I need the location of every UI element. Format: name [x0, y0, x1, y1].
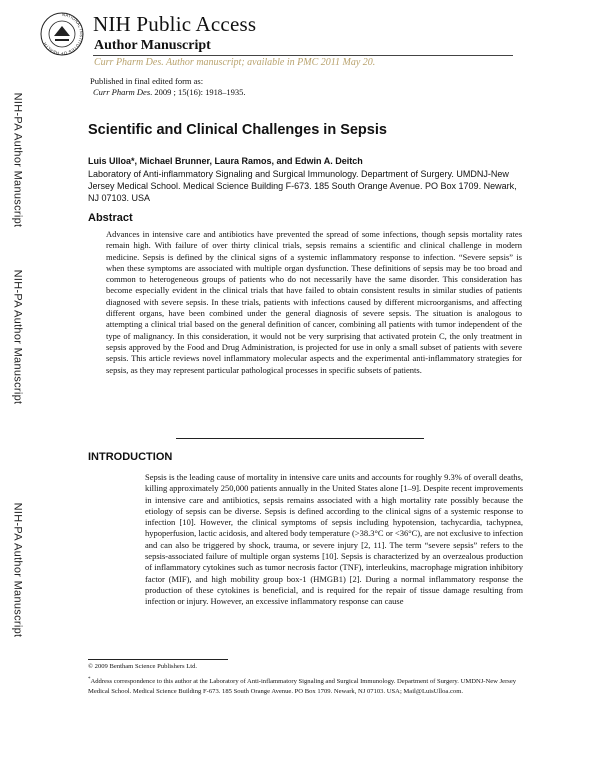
footnote-rule — [88, 659, 228, 660]
article-title: Scientific and Clinical Challenges in Sepsis — [88, 122, 387, 138]
published-label: Published in final edited form as: — [90, 76, 204, 86]
copyright-notice: © 2009 Bentham Science Publishers Ltd. — [88, 663, 198, 670]
logo-ring-text: NATIONAL INSTITUTES OF HEALTH — [42, 12, 84, 56]
nih-logo — [40, 12, 84, 56]
section-divider — [176, 438, 424, 439]
correspondence-footnote — [88, 675, 520, 696]
introduction-heading: INTRODUCTION — [88, 451, 173, 463]
header-rule — [93, 55, 513, 56]
introduction-text: Sepsis is the leading cause of mortality in intensive care units and accounts for roughly 9.3% of overall deaths, killing approximately 250,000 patients annually in the United States alone [1–9]. Despite recent improvements in intensive care and antibiotics, sepsis remains associated with a high mortality rate possibly because the etiology of sepsis can be diverse. Sepsis is defined according to the clinical signs of a systemic response to infection [10]. However, the clinical symptoms of sepsis including hypotension, tachycardia, tachypnea, hypoperfusion, lactic acidosis, and altered body temperature (>38.3°C or <36°C), are not exclusive to infection and can also be triggered by shock, trauma, or severe injury [2, 11]. The term “severe sepsis” refers to the sepsis-associated failure of multiple organ systems [10]. Sepsis is characterized by an overzealous production of inflammatory cytokines such as tumor necrosis factor (TNF), interleukins, macrophage migration inhibitory factor (MIF), and high mobility group box-1 (HMGB1) [2]. During a normal inflammatory response the production of these cytokines is beneficial, and is required for the repair of tissue damage resulting from infection or injury. However, an excessive inflammatory response can cause — [145, 472, 523, 607]
abstract-text: Advances in intensive care and antibiotics have prevented the spread of some infections, though sepsis mortality rates remain high. With failure of over thirty clinical trials, sepsis remains a scientific and clinical challenge in modern medicine. Sepsis is defined by the clinical signs of a systemic inflammatory response to infection. “Severe sepsis” is when these symptoms are associated with multiple organ dysfunction. These definitions of sepsis may be too broad and common to heterogeneous groups of patients who do not necessarily have the same disorder. This consideration has become especially evident in the clinical trials that have failed to obtain consistent results in similar studies of patients diagnosed with severe sepsis. In these trials, patients with infections caused by different microorganisms, and affecting different organs, have been combined under the general diagnosis of severe sepsis. The situation is analogous to attempting a clinical trial based on the general definition of cancer, combining all patients with tumor independent of the type of malignancy. In this consideration, it would not be very surprising that activated protein C, the only treatment in sepsis approved by the Food and Drug Administration, is projected for use in only a small subset of patients with severe sepsis. This article reviews novel inflammatory molecular aspects and the experimental anti-inflammatory strategies for sepsis, as they may represent particular pathological processes in specific subsets of patients. — [106, 229, 522, 375]
affiliation: Laboratory of Anti-inflammatory Signaling and Surgical Immunology. Department of Surgery. UMDNJ-New Jersey Medical School. Medical Science Building F-673. 185 South Orange Avenue. PO Box 1709. Newark, NJ 07103. USA — [88, 169, 517, 203]
citation — [93, 87, 246, 97]
journal-name: Curr Pharm Des — [93, 87, 151, 97]
header-subtitle: Author Manuscript — [94, 38, 211, 53]
footnote-mark: * — [88, 677, 91, 682]
citation-detail: . 2009 ; 15(16): 1918–1935. — [150, 87, 246, 97]
sidebar-label-1: NIH-PA Author Manuscript — [11, 92, 23, 228]
header-title: NIH Public Access — [93, 12, 257, 36]
abstract-heading: Abstract — [88, 212, 133, 224]
availability-note: Curr Pharm Des. Author manuscript; available in PMC 2011 May 20. — [94, 57, 376, 68]
sidebar-label-2: NIH-PA Author Manuscript — [11, 269, 23, 405]
author-list: Luis Ulloa*, Michael Brunner, Laura Ramos, and Edwin A. Deitch — [88, 156, 363, 166]
sidebar-label-3: NIH-PA Author Manuscript — [11, 502, 23, 638]
correspondence-text: Address correspondence to this author at the Laboratory of Anti-inflammatory Signaling and Surgical Immunology. Department of Surgery. UMDNJ-New Jersey Medical School. Medical Science Building F-673. 185 South Orange Avenue. PO Box 1709. Newark, NJ 07103. USA; Mail@LuisUlloa.com. — [88, 678, 517, 695]
